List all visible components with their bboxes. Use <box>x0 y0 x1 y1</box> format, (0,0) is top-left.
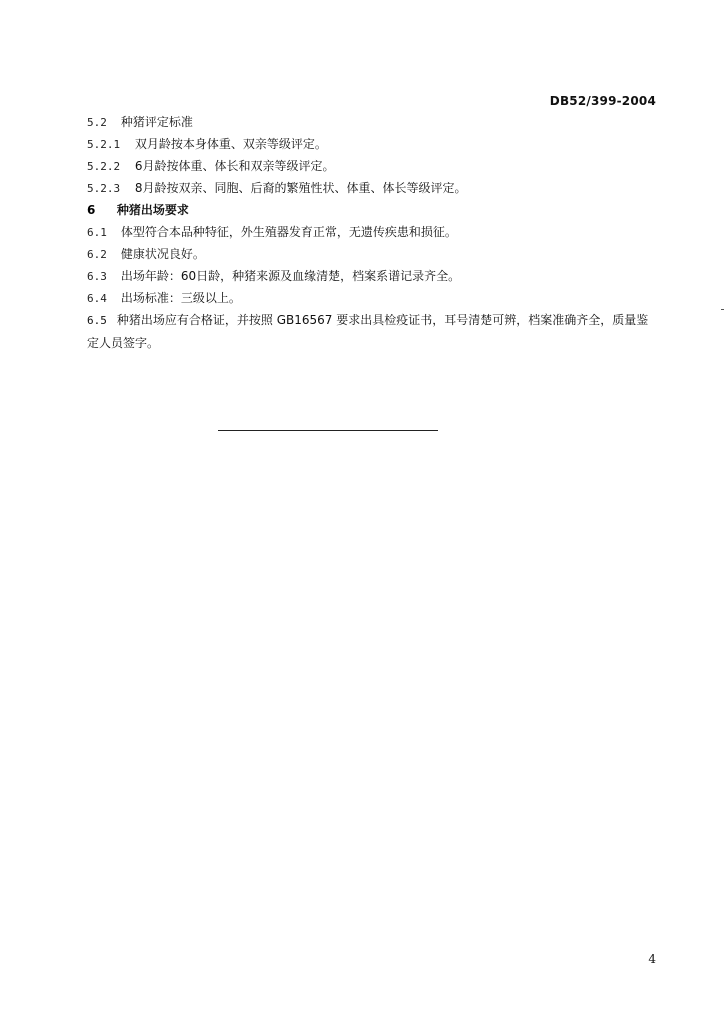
clause-text: 体型符合本品种特征，外生殖器发育正常，无遗传疾患和损征。 <box>120 225 457 239</box>
clause-6-5 <box>87 309 657 354</box>
page-number: 4 <box>648 952 656 966</box>
clause-text: 种猪评定标准 <box>120 115 193 129</box>
clause-number: 6.3 <box>87 270 107 283</box>
clause-text: 出场年龄：60日龄，种猪来源及血缘清楚，档案系谱记录齐全。 <box>120 269 461 283</box>
section-title: 种猪出场要求 <box>116 203 189 217</box>
end-of-standard-rule <box>218 430 438 431</box>
clause-6-3 <box>87 268 460 285</box>
clause-text: 8月龄按双亲、同胞、后裔的繁殖性状、体重、体长等级评定。 <box>134 181 467 195</box>
clause-number: 5.2.2 <box>87 160 121 173</box>
clause-number: 6.1 <box>87 226 107 239</box>
clause-5-2-3 <box>87 180 466 197</box>
clause-number: 6.5 <box>87 314 107 327</box>
clause-text: 出场标准：三级以上。 <box>120 291 241 305</box>
clause-6-4 <box>87 290 241 307</box>
standard-code: DB52/399-2004 <box>549 94 656 108</box>
clause-5-2 <box>87 114 193 131</box>
clause-5-2-1 <box>87 136 327 153</box>
clause-6-2 <box>87 246 205 263</box>
clause-number: 5.2 <box>87 116 107 129</box>
clause-6-1 <box>87 224 457 241</box>
clause-text: 双月龄按本身体重、双亲等级评定。 <box>134 137 327 151</box>
clause-text: 6月龄按体重、体长和双亲等级评定。 <box>134 159 335 173</box>
clause-number: 6.2 <box>87 248 107 261</box>
clause-text: 健康状况良好。 <box>120 247 205 261</box>
section-number: 6 <box>87 203 96 217</box>
clause-number: 5.2.3 <box>87 182 121 195</box>
clause-number: 6.4 <box>87 292 107 305</box>
clause-number: 5.2.1 <box>87 138 121 151</box>
clause-text: 种猪出场应有合格证，并按照 GB16567 要求出具检疫证书，耳号清楚可辨，档案准确齐全，质量鉴定人员签字。 <box>87 313 649 350</box>
clause-5-2-2 <box>87 158 334 175</box>
section-6-heading <box>87 202 189 218</box>
